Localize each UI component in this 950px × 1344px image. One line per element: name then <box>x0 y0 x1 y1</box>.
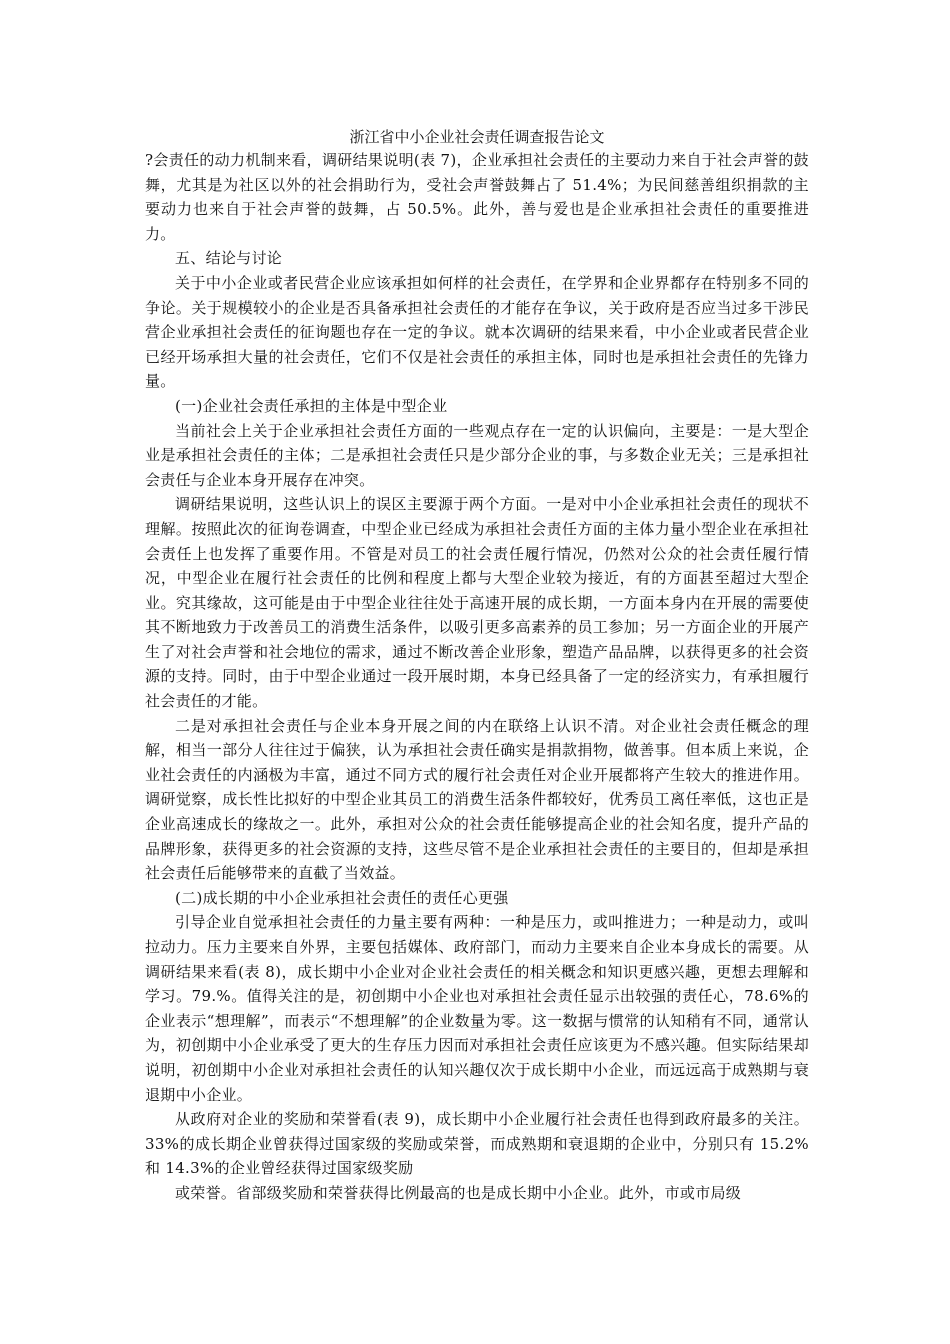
section-heading-conclusion: 五、结论与讨论 <box>175 249 283 268</box>
paragraph-intro: ?会责任的动力机制来看，调研结果说明(表 7)，企业承担社会责任的主要动力来自于社会声誉的鼓舞，尤其是为社区以外的社会捐助行为，受社会声誉鼓舞占了 51.4%；为民间慈善组织捐款的主要动力也来自于社会声誉的鼓舞，占 50.5%。此外，善与爱也是企业承担社会责任的重要推进力。 <box>145 151 809 243</box>
document-title: 浙江省中小企业社会责任调查报告论文 <box>349 128 605 146</box>
paragraph-conclusion: 关于中小企业或者民营企业应该承担如何样的社会责任，在学界和企业界都存在特别多不同的争论。关于规模较小的企业是否具备承担社会责任的才能存在争议，关于政府是否应当过多干涉民营企业承担社会责任的征询题也存在一定的争议。就本次调研的结果来看，中小企业或者民营企业已经开场承担大量的社会责任，它们不仅是社会责任的承担主体，同时也是承担社会责任的先锋力量。 <box>145 273 809 391</box>
paragraph-second-reason: 二是对承担社会责任与企业本身开展之间的内在联络上认识不清。对企业社会责任概念的理解，相当一部分人往往过于偏狭，认为承担社会责任确实是捐款捐物，做善事。但本质上来说，企业社会责任的内涵极为丰富，通过不同方式的履行社会责任对企业开展都将产生较大的推进作用。调研觉察，成长性比拟好的中型企业其员工的消费生活条件都较好，优秀员工离任率低，这也正是企业高速成长的缘故之一。此外，承担对公众的社会责任能够提高企业的社会知名度，提升产品的品牌形象，获得更多的社会资源的支持，这些尽管不是企业承担社会责任的主要目的，但却是承担社会责任后能够带来的直截了当效益。 <box>145 716 809 883</box>
paragraph-government-awards: 从政府对企业的奖励和荣誉看(表 9)，成长期中小企业履行社会责任也得到政府最多的关注。33%的成长期企业曾获得过国家级的奖励或荣誉，而成熟期和衰退期的企业中，分别只有 15.2%和 14.3%的企业曾经获得过国家级奖励 <box>145 1110 809 1178</box>
subsection-heading-2: (二)成长期的中小企业承担社会责任的责任心更强 <box>175 888 509 907</box>
paragraph-provincial-awards: 或荣誉。省部级奖励和荣誉获得比例最高的也是成长期中小企业。此外，市或市局级 <box>175 1183 742 1202</box>
paragraph-driving-forces: 引导企业自觉承担社会责任的力量主要有两种：一种是压力，或叫推进力；一种是动力，或叫拉动力。压力主要来自外界，主要包括媒体、政府部门，而动力主要来自企业本身成长的需要。从调研结果来看(表 8)，成长期中小企业对企业社会责任的相关概念和知识更感兴趣，更想去理解和学习。79.%。值得关注的是，初创期中小企业也对承担社会责任显示出较强的责任心，78.6%的企业表示“想理解”，而表示“不想理解”的企业数量为零。这一数据与惯常的认知稍有不同，通常认为，初创期中小企业承受了更大的生存压力因而对承担社会责任应该更为不感兴趣。但实际结果却说明，初创期中小企业对承担社会责任的认知兴趣仅次于成长期中小企业，而远远高于成熟期与衰退期中小企业。 <box>145 913 809 1104</box>
paragraph-misconceptions: 当前社会上关于企业承担社会责任方面的一些观点存在一定的认识偏向，主要是：一是大型企业是承担社会责任的主体；二是承担社会责任只是少部分企业的事，与多数企业无关；三是承担社会责任与企业本身开展存在冲突。 <box>145 421 809 489</box>
subsection-heading-1: (一)企业社会责任承担的主体是中型企业 <box>175 396 448 415</box>
document-page <box>145 126 809 1206</box>
paragraph-survey-results: 调研结果说明，这些认识上的误区主要源于两个方面。一是对中小企业承担社会责任的现状不理解。按照此次的征询卷调查，中型企业已经成为承担社会责任方面的主体力量小型企业在承担社会责任上也发挥了重要作用。不管是对员工的社会责任履行情况，仍然对公众的社会责任履行情况，中型企业在履行社会责任的比例和程度上都与大型企业较为接近，有的方面甚至超过大型企业。究其缘故，这可能是由于中型企业往往处于高速开展的成长期，一方面本身内在开展的需要使其不断地致力于改善员工的消费生活条件，以吸引更多高素养的员工参加；另一方面企业的开展产生了对社会声誉和社会地位的需求，通过不断改善企业形象，塑造产品品牌，以获得更多的社会资源的支持。同时，由于中型企业通过一段开展时期，本身已经具备了一定的经济实力，有承担履行社会责任的才能。 <box>145 495 809 711</box>
